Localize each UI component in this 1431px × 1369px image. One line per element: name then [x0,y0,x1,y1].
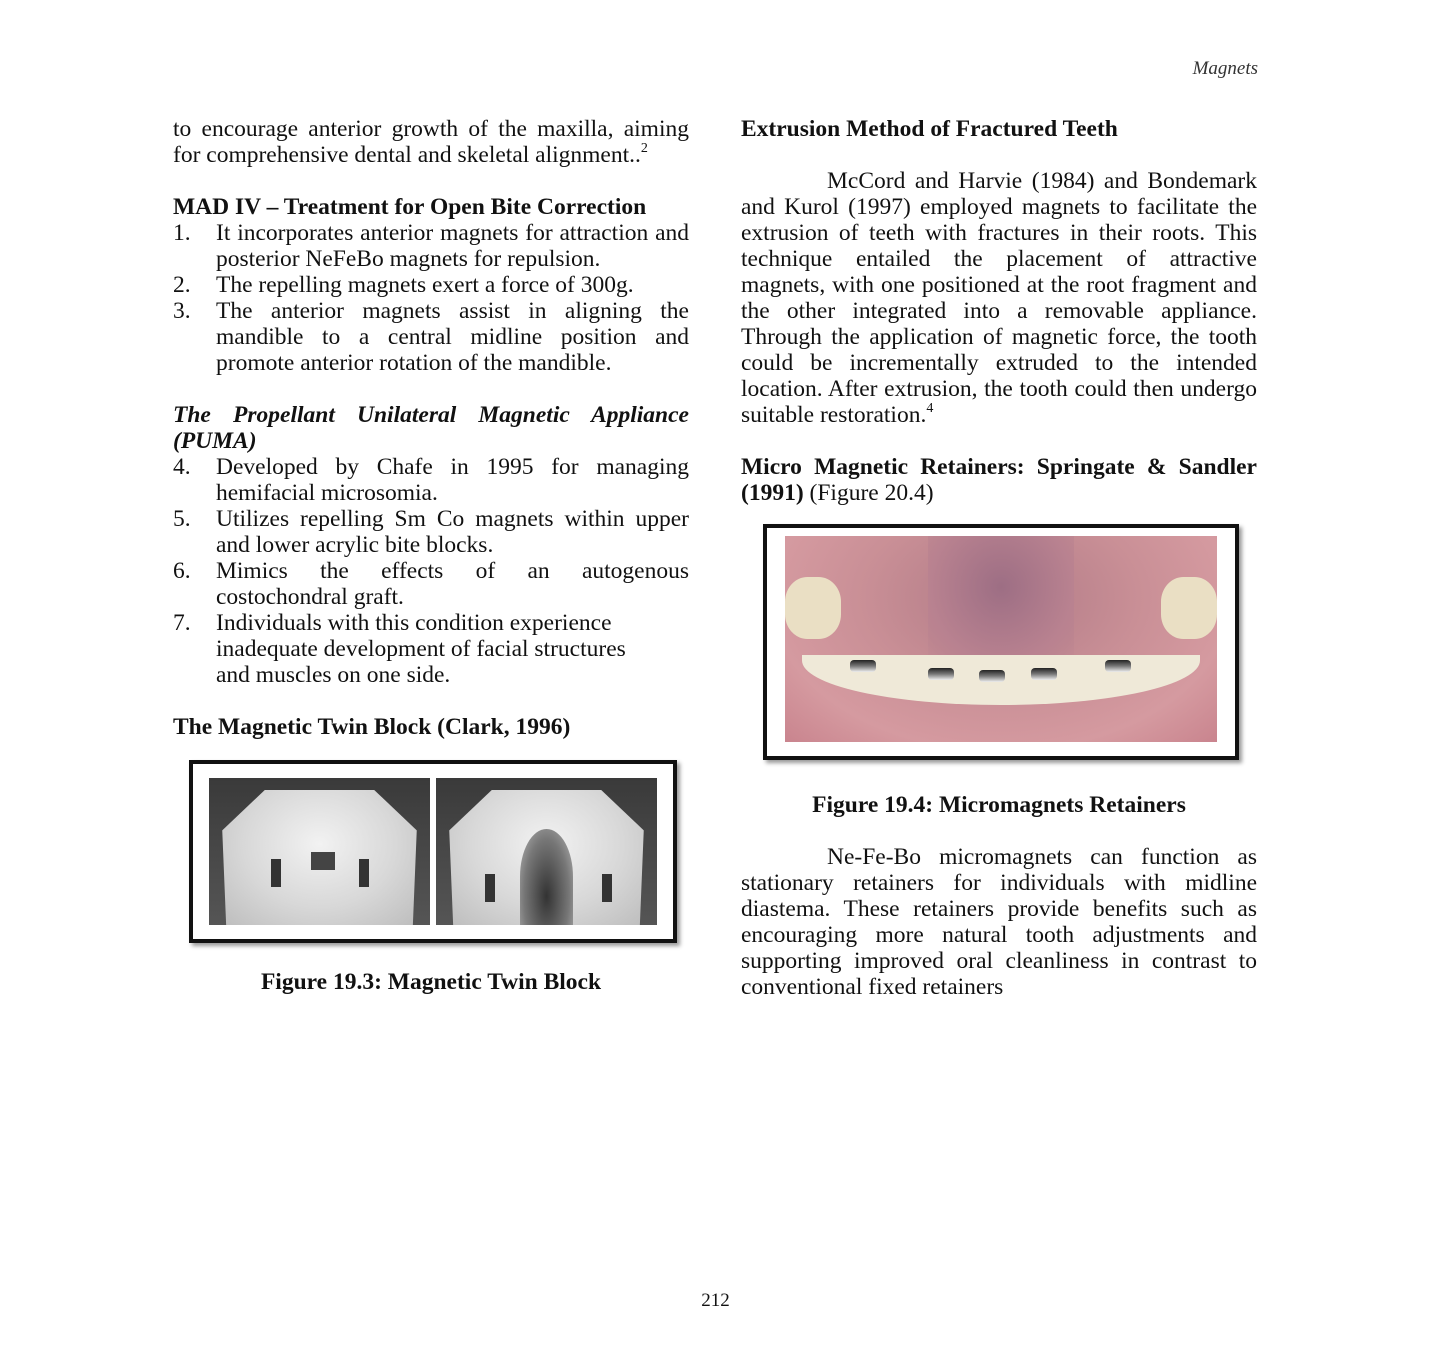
list-item [173,454,689,506]
item-number: 1. [173,220,191,246]
mad-iv-list [173,220,689,376]
twin-block-photo-lower [436,778,657,925]
extrusion-heading: Extrusion Method of Fractured Teeth [741,116,1118,142]
item-text: Utilizes repelling Sm Co magnets within upper and lower acrylic bite blocks. [216,506,689,558]
list-item [173,298,689,376]
twin-block-heading: The Magnetic Twin Block (Clark, 1996) [173,714,571,740]
figure-19-4-caption: Figure 19.4: Micromagnets Retainers [812,792,1186,818]
figure-micromagnets-image [763,524,1239,760]
running-head: Magnets [1192,58,1258,79]
list-item [173,272,689,298]
footnote-ref: 2 [640,141,648,156]
twin-block-photo-upper [209,778,430,925]
item-number: 2. [173,272,191,298]
list-item [173,220,689,272]
figure-19-3-caption: Figure 19.3: Magnetic Twin Block [260,969,602,995]
item-number: 4. [173,454,191,480]
item-number: 7. [173,610,191,636]
micromagnets-photo [785,536,1217,742]
intro-paragraph [173,116,689,168]
figure-reference: (Figure 20.4) [803,480,934,506]
item-text: The anterior magnets assist in aligning the mandible to a central midline position and promote anterior rotation of the mandible. [216,298,689,376]
item-number: 3. [173,298,191,324]
left-column [173,116,689,995]
intro-text: to encourage anterior growth of the maxilla, aiming for comprehensive dental and skeletal alignment.. [173,116,689,168]
micro-heading-title: Micro Magnetic Retainers: Springate & Sandler (1991) [741,454,1257,506]
list-item [173,558,689,610]
item-text: Individuals with this condition experience inadequate development of facial structures and muscles on one side. [216,610,626,688]
item-text: Mimics the effects of an autogenous costochondral graft. [216,558,689,610]
item-text: Developed by Chafe in 1995 for managing hemifacial microsomia. [216,454,689,506]
item-number: 6. [173,558,191,584]
page-number: 212 [701,1290,730,1311]
list-item [173,506,689,558]
mad-iv-heading: MAD IV – Treatment for Open Bite Correction [173,194,647,220]
extrusion-text: McCord and Harvie (1984) and Bondemark and Kurol (1997) employed magnets to facilitate the extrusion of teeth with fractures in their roots. This technique entailed the placement of attractive magnets, with one positioned at the root fragment and the other integrated into a removable appliance. Through the application of magnetic force, the tooth could be incrementally extruded to the intended location. After extrusion, the tooth could then undergo suitable restoration. [741,168,1257,428]
extrusion-paragraph [741,168,1257,428]
right-column [741,116,1257,1000]
item-text: The repelling magnets exert a force of 300g. [216,272,634,298]
micro-heading [741,454,1257,506]
footnote-ref: 4 [926,401,934,416]
micromagnets-paragraph: Ne-Fe-Bo micromagnets can function as stationary retainers for individuals with midline diastema. These retainers provide benefits such as encouraging more natural tooth adjustments and supporting improved oral cleanliness in contrast to conventional fixed retainers [741,844,1257,1000]
list-item [173,610,689,688]
puma-list [173,454,689,688]
figure-twin-block-image [189,760,677,943]
item-number: 5. [173,506,191,532]
item-text: It incorporates anterior magnets for attraction and posterior NeFeBo magnets for repulsion. [216,220,689,272]
puma-heading: The Propellant Unilateral Magnetic Appliance (PUMA) [173,402,689,454]
